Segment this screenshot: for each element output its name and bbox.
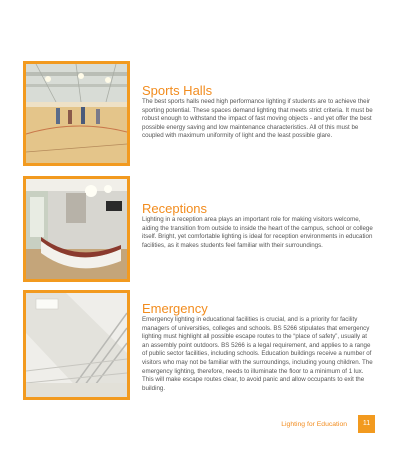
reception-photo xyxy=(23,176,130,282)
section-body: The best sports halls need high performance lighting if students are to achieve their sporting potential. These spaces demand lighting that meets strict criteria. It must be robust enough to withstand the impact of fast moving objects - and yet offer the best possible energy saving and low maintenance characteristics. All of this must be coupled with maximum uniformity of light and the least possible glare. xyxy=(142,98,373,140)
receptions-text xyxy=(142,202,374,250)
section-body: Lighting in a reception area plays an important role for making visitors welcome, aiding the transition from outside to inside the heart of the campus, school or college itself. Bright, yet comfortable lighting is ideal for reception environments in education facilities, as it makes students feel familiar with their surroundings. xyxy=(142,216,373,249)
sports-hall-image xyxy=(26,64,127,163)
section-title: Receptions xyxy=(142,201,208,216)
emergency-image xyxy=(26,293,127,397)
emergency-photo xyxy=(23,290,130,400)
sports-hall-photo xyxy=(23,61,130,166)
sports-halls-text xyxy=(142,84,374,141)
section-body: Emergency lighting in educational facilities is crucial, and is a priority for facility managers of universities, colleges and schools. BS 5266 stipulates that emergency lighting must highlight all possible escape routes to the “place of safety”, usually at an assembly point outdoors. BS 5266 is a legal requirement, and applies to a range of public sector facilities, including schools. Education buildings receive a number of visitors who may not be familiar with the surroundings, including young children. The emergency lighting, therefore, needs to illuminate the floor to a minimum of 1 lux. This will make escape routes clear, to avoid panic and allow occupants to exit the building. xyxy=(142,316,373,392)
footer-label: Lighting for Education xyxy=(281,421,347,428)
page-number: 11 xyxy=(358,415,375,433)
section-title: Emergency xyxy=(142,301,208,316)
section-title: Sports Halls xyxy=(142,83,213,98)
emergency-text xyxy=(142,302,374,393)
reception-image xyxy=(26,179,127,279)
